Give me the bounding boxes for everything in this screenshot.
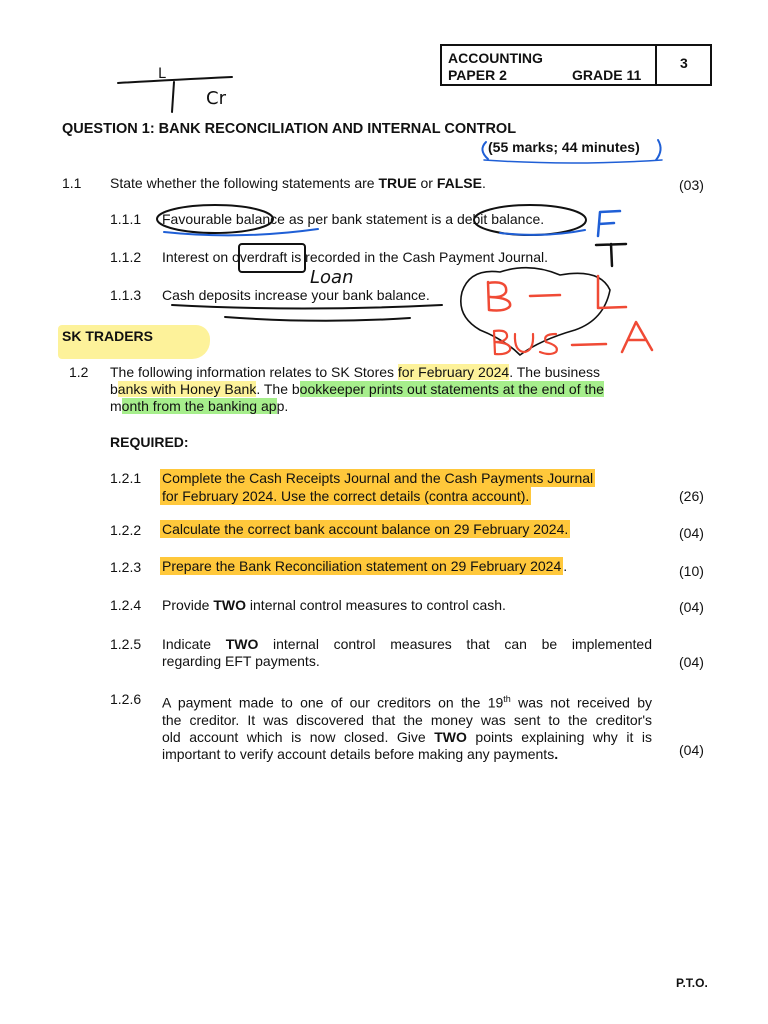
- t-account-top-line: [118, 77, 232, 83]
- q1-1-true: TRUE: [378, 175, 417, 191]
- answer-f-mark: [598, 211, 620, 236]
- task-1-2-6-sup: th: [503, 694, 511, 704]
- q1-1-end: .: [481, 175, 486, 191]
- task-1-2-5-a: Indicate: [162, 636, 226, 652]
- task-1-2-6-line1: [162, 691, 652, 712]
- task-1-2-5-text: [162, 636, 652, 670]
- task-1-2-2-highlight: Calculate the correct bank account balance on 29 February 2024.: [162, 521, 569, 537]
- task-1-2-4-marks: (04): [679, 599, 704, 615]
- red-b-letter: [488, 282, 510, 311]
- task-1-2-6-line3-a: old account which is now closed. Give: [162, 728, 435, 745]
- outline-shape: [461, 268, 610, 355]
- header-divider: [655, 46, 657, 84]
- required-label: REQUIRED:: [110, 434, 189, 450]
- q1-2-line1-a: The following information relates to SK Stores: [110, 364, 398, 380]
- q1-2-line1-highlight: for February 2024: [397, 364, 510, 380]
- underline-favourable: [164, 229, 318, 235]
- task-1-2-6-line4-bold: .: [554, 745, 559, 762]
- q1-1-or: or: [416, 175, 437, 191]
- q1-1-1-text: Favourable balance as per bank statement is a debit balance.: [162, 211, 545, 227]
- grade-label: GRADE 11: [572, 67, 642, 83]
- task-1-2-6-line3: [162, 729, 652, 746]
- task-1-2-4-text: [162, 597, 506, 613]
- task-1-2-6-line4-a: important to verify account details before making any payments: [162, 745, 555, 762]
- marks-underline: [484, 160, 662, 163]
- task-1-2-5-number: 1.2.5: [110, 636, 142, 652]
- q1-1-3-text: Cash deposits increase your bank balance.: [162, 287, 430, 303]
- bracket-right: [656, 140, 661, 160]
- q1-2-line2-b: . The b: [256, 381, 300, 397]
- q1-2-line3: [110, 398, 288, 414]
- underline-cash-deposits: [172, 305, 442, 309]
- task-1-2-3-highlight: Prepare the Bank Reconciliation statement on 29 February 2024: [162, 558, 562, 574]
- q1-1-1-number: 1.1.1: [110, 211, 142, 227]
- task-1-2-5-b: internal control measures that can be implemented: [258, 636, 652, 652]
- q1-2-line2-highlight: anks with Honey Bank: [117, 381, 257, 397]
- task-1-2-5-bold: TWO: [225, 636, 259, 652]
- q1-1-marks: (03): [679, 177, 704, 193]
- task-1-2-2-text: [160, 521, 570, 537]
- task-1-2-6-line3-bold: TWO: [434, 728, 467, 745]
- red-bus-u: [515, 334, 533, 352]
- q1-2-line3-highlight-green: onth from the banking ap: [121, 398, 277, 414]
- task-1-2-6-b: was not received by: [510, 694, 652, 711]
- task-1-2-3-end: .: [563, 558, 568, 574]
- task-1-2-1-marks: (26): [679, 488, 704, 504]
- task-1-2-1-text: [160, 469, 595, 505]
- task-1-2-6-line4: [162, 746, 652, 763]
- q1-2-line1: [110, 364, 600, 380]
- q1-1-2-text: Interest on overdraft is recorded in the Cash Payment Journal.: [162, 249, 548, 265]
- task-1-2-4-bold: TWO: [213, 597, 247, 613]
- task-1-2-2-marks: (04): [679, 525, 704, 541]
- task-1-2-3-number: 1.2.3: [110, 559, 142, 575]
- task-1-2-4-a: Provide: [162, 597, 214, 613]
- q1-1-false: FALSE: [436, 175, 482, 191]
- q1-2-line2-a: b: [110, 381, 118, 397]
- task-1-2-6-marks: (04): [679, 742, 704, 758]
- task-1-2-3-text: [160, 558, 567, 574]
- q1-2-line3-a: m: [110, 398, 122, 414]
- q1-1-text: State whether the following statements are: [110, 175, 379, 191]
- task-1-2-2-number: 1.2.2: [110, 522, 142, 538]
- task-1-2-1-line2: for February 2024. Use the correct details (contra account).: [162, 488, 530, 504]
- task-1-2-1-number: 1.2.1: [110, 470, 142, 486]
- underline-debit: [500, 230, 585, 235]
- task-1-2-5-line1: [162, 636, 652, 653]
- answer-t-mark: [596, 244, 626, 266]
- red-l-letter: [598, 276, 626, 308]
- task-1-2-3-marks: (10): [679, 563, 704, 579]
- red-bus-b: [494, 331, 510, 355]
- q1-1-3-number: 1.1.3: [110, 287, 142, 303]
- red-bus-s: [540, 334, 557, 354]
- q1-2-number: 1.2: [69, 364, 89, 380]
- q1-1-2-number: 1.1.2: [110, 249, 142, 265]
- red-dash-2: [572, 344, 606, 345]
- task-1-2-4-b: internal control measures to control cash.: [246, 597, 506, 613]
- task-1-2-5-marks: (04): [679, 654, 704, 670]
- task-1-2-5-line2: regarding EFT payments.: [162, 653, 320, 669]
- task-1-2-6-text: [162, 691, 652, 763]
- task-1-2-1-line1: Complete the Cash Receipts Journal and the Cash Payments Journal: [162, 470, 594, 486]
- paper-label: PAPER 2: [448, 67, 507, 83]
- task-1-2-4-number: 1.2.4: [110, 597, 142, 613]
- underline-cash-deposits-2: [225, 317, 410, 321]
- q1-2-line2: [110, 381, 604, 397]
- task-1-2-6-number: 1.2.6: [110, 691, 142, 707]
- q1-1-instruction: [110, 175, 486, 191]
- header-box: [440, 44, 712, 86]
- question-marks-time: (55 marks; 44 minutes): [488, 139, 640, 155]
- q1-1-number: 1.1: [62, 175, 82, 191]
- t-account-right-label: Cr: [206, 88, 226, 109]
- page-number: 3: [680, 55, 688, 71]
- company-heading: SK TRADERS: [62, 328, 154, 344]
- q1-2-line1-b: . The business: [509, 364, 601, 380]
- task-1-2-6-line2: the creditor. It was discovered that the money was sent to the creditor's: [162, 711, 652, 728]
- red-dash-1: [530, 295, 560, 296]
- t-account-left-label: L: [158, 66, 166, 82]
- subject-label: ACCOUNTING: [448, 50, 543, 66]
- loan-note: Loan: [310, 267, 354, 288]
- task-1-2-6-line3-b: points explaining why it is: [466, 728, 652, 745]
- footer-pto: P.T.O.: [676, 976, 708, 990]
- red-a-letter: [622, 322, 652, 352]
- q1-2-line3-b: p.: [276, 398, 289, 414]
- t-account-stem: [172, 82, 174, 112]
- task-1-2-6-a: A payment made to one of our creditors on the 19: [162, 694, 504, 711]
- q1-2-line2-highlight-green: ookkeeper prints out statements at the end of the: [299, 381, 604, 397]
- question-title: QUESTION 1: BANK RECONCILIATION AND INTERNAL CONTROL: [62, 121, 517, 137]
